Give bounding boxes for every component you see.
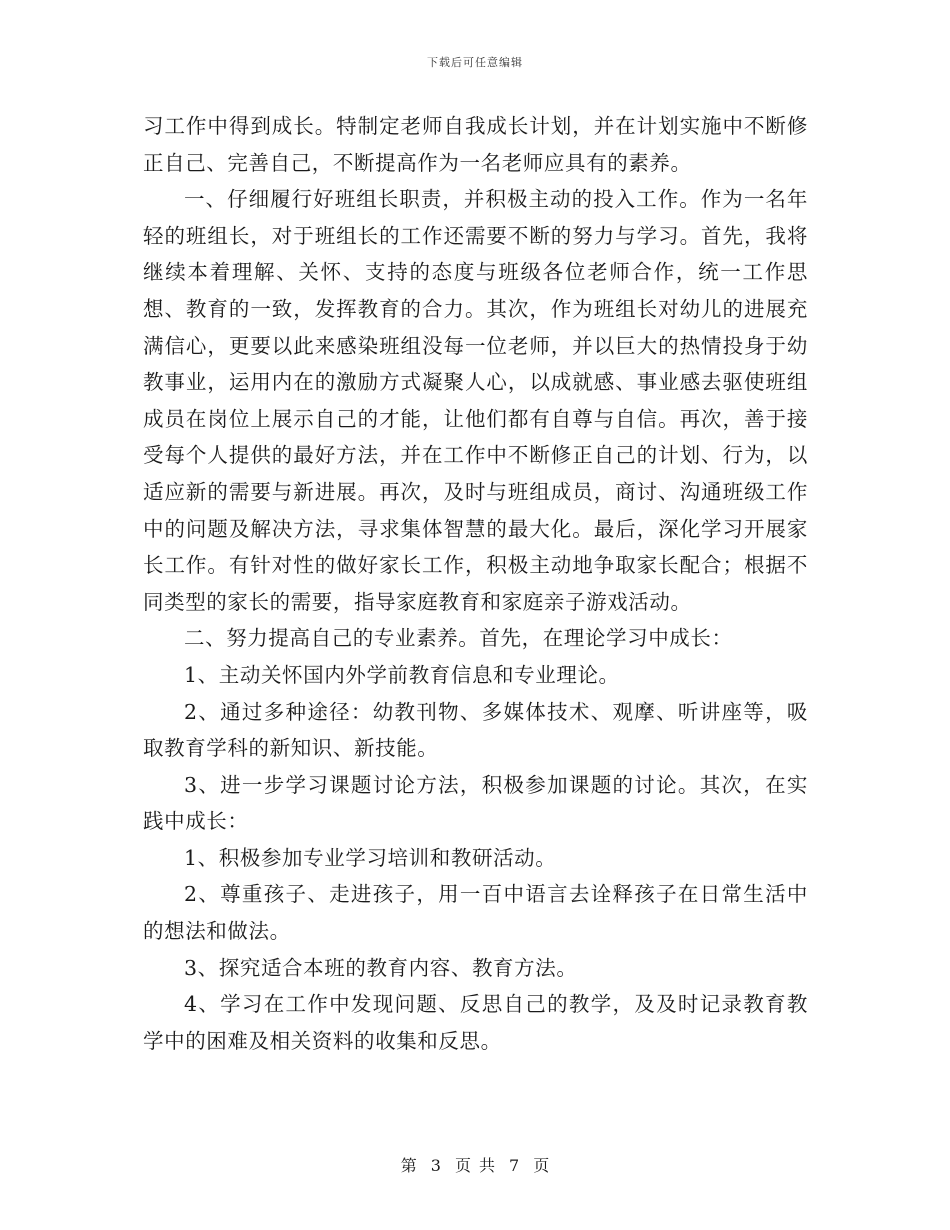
list-item: 2、通过多种途径：幼教刊物、多媒体技术、观摩、听讲座等，吸取教育学科的新知识、新技能。 bbox=[143, 699, 808, 761]
footer-total-pages: 7 bbox=[509, 1156, 520, 1175]
list-item: 1、主动关怀国内外学前教育信息和专业理论。 bbox=[184, 662, 620, 687]
paragraph-section-two: 二、努力提高自己的专业素养。首先，在理论学习中成长： bbox=[184, 626, 733, 651]
page-footer bbox=[0, 1153, 950, 1176]
list-item: 1、积极参加专业学习培训和教研活动。 bbox=[184, 845, 557, 870]
footer-middle: 页 bbox=[454, 1156, 471, 1175]
list-item: 2、尊重孩子、走进孩子，用一百中语言去诠释孩子在日常生活中的想法和做法。 bbox=[143, 882, 808, 944]
paragraph-continuation: 习工作中得到成长。特制定老师自我成长计划，并在计划实施中不断修正自己、完善自己，不断提高作为一名老师应具有的素养。 bbox=[143, 114, 808, 175]
footer-of: 共 bbox=[479, 1156, 496, 1175]
paragraph-section-one: 一、仔细履行好班组长职责，并积极主动的投入工作。作为一名年轻的班组长，对于班组长的工作还需要不断的努力与学习。首先，我将继续本着理解、关怀、支持的态度与班级各位老师合作，统一工作思想、教育的一致，发挥教育的合力。其次，作为班组长对幼儿的进展充满信心，更要以此来感染班组没每一位老师，并以巨大的热情投身于幼教事业，运用内在的激励方式凝聚人心，以成就感、事业感去驱使班组成员在岗位上展示自己的才能，让他们都有自尊与自信。再次，善于接受每个人提供的最好方法，并在工作中不断修正自己的计划、行为，以适应新的需要与新进展。再次，及时与班组成员，商讨、沟通班级工作中的问题及解决方法，寻求集体智慧的最大化。最后，深化学习开展家长工作。有针对性的做好家长工作，积极主动地争取家长配合；根据不同类型的家长的需要，指导家庭教育和家庭亲子游戏活动。 bbox=[143, 187, 808, 614]
list-item: 3、探究适合本班的教育内容、教育方法。 bbox=[184, 955, 578, 980]
footer-page-number: 3 bbox=[430, 1156, 441, 1175]
footer-suffix: 页 bbox=[533, 1156, 550, 1175]
footer-prefix: 第 bbox=[400, 1156, 417, 1175]
list-item: 4、学习在工作中发现问题、反思自己的教学，及及时记录教育教学中的困难及相关资料的收集和反思。 bbox=[143, 992, 808, 1053]
page-header: 下载后可任意编辑 bbox=[427, 56, 523, 69]
document-body bbox=[143, 108, 808, 1059]
list-item: 3、进一步学习课题讨论方法，积极参加课题的讨论。其次，在实践中成长： bbox=[143, 772, 808, 834]
